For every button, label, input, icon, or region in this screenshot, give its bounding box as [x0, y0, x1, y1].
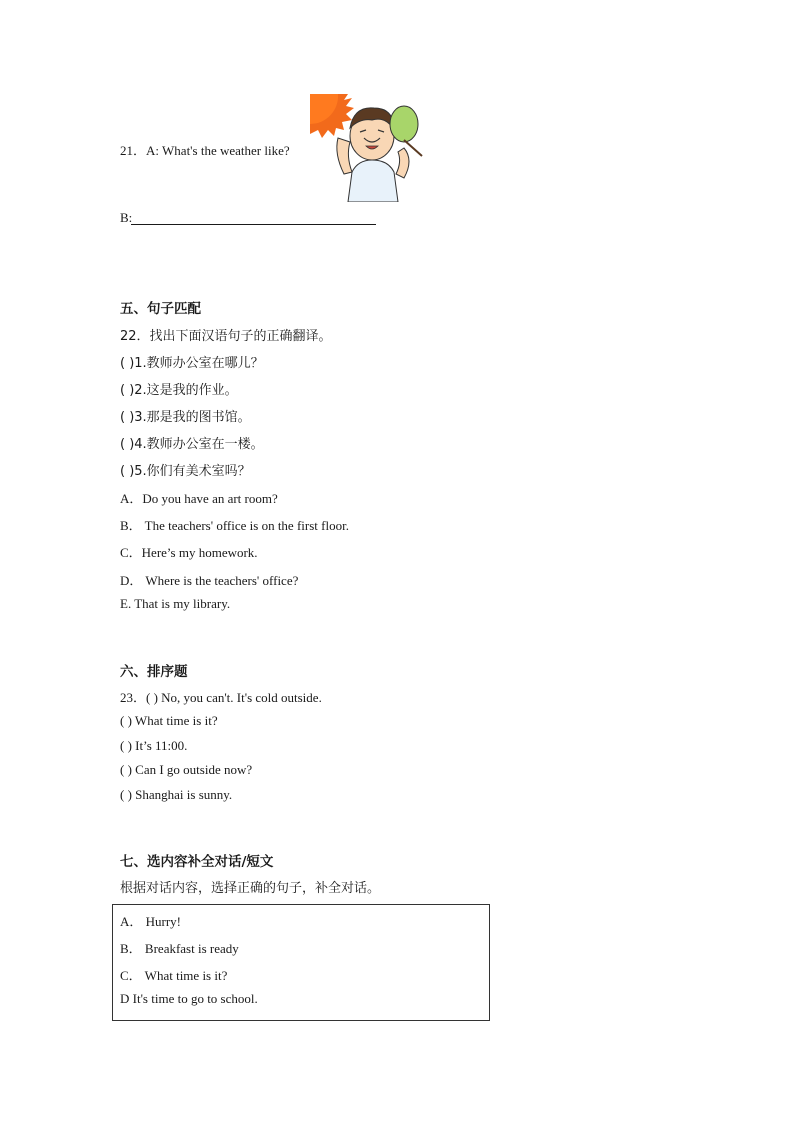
q22-item-2: ( )2.这是我的作业。 [120, 383, 238, 398]
q22-option-d: D． Where is the teachers' office? [120, 573, 299, 588]
q21-prompt: A: What's the weather like? [146, 143, 290, 158]
q23-item-1: 23．( ) No, you can't. It's cold outside. [120, 690, 322, 705]
q21-number: 21． [120, 143, 147, 158]
section7-instruction: 根据对话内容，选择正确的句子，补全对话。 [120, 881, 381, 896]
q23-item-3: ( ) It’s 11:00. [120, 738, 188, 753]
q22-option-c: C．Here’s my homework. [120, 545, 258, 560]
q22-option-e: E. That is my library. [120, 596, 231, 611]
q21-line [120, 140, 290, 159]
box-option-c: C． What time is it? [120, 968, 228, 983]
q23-item-2: ( ) What time is it? [120, 713, 218, 728]
q22-intro: 22．找出下面汉语句子的正确翻译。 [120, 329, 332, 344]
box-option-d: D It's time to go to school. [120, 991, 258, 1006]
section7-title: 七、选内容补全对话/短文 [120, 854, 274, 870]
box-option-b: B． Breakfast is ready [120, 941, 239, 956]
q22-item-3: ( )3.那是我的图书馆。 [120, 410, 251, 425]
q21-answer-label: B: [120, 210, 133, 225]
q23-item-5: ( ) Shanghai is sunny. [120, 787, 233, 802]
section6-title: 六、排序题 [120, 664, 188, 680]
q22-item-1: ( )1.教师办公室在哪儿？ [120, 356, 264, 371]
q22-option-a: A．Do you have an art room? [120, 491, 278, 506]
q22-item-5: ( )5.你们有美术室吗？ [120, 464, 251, 479]
q21-answer-blank[interactable] [131, 224, 376, 225]
section5-title: 五、句子匹配 [120, 301, 201, 317]
q22-option-b: B． The teachers' office is on the first floor. [120, 518, 349, 533]
q22-item-4: ( )4.教师办公室在一楼。 [120, 437, 264, 452]
box-option-a: A． Hurry! [120, 914, 182, 929]
sun-icon [310, 94, 354, 138]
fan-icon [390, 106, 422, 156]
hot-weather-illustration [308, 94, 432, 202]
q23-item-4: ( ) Can I go outside now? [120, 762, 253, 777]
